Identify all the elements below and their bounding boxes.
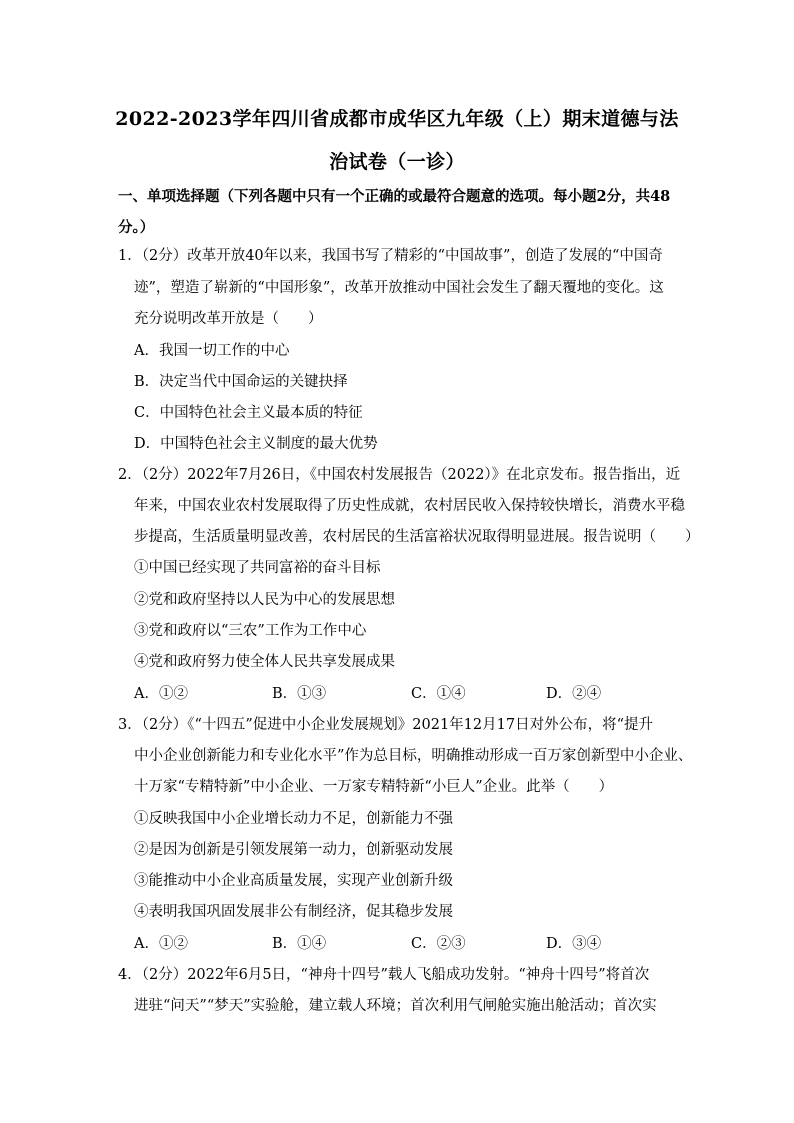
statement-item: ②是因为创新是引领发展第一动力，创新驱动发展 (134, 842, 453, 858)
answer-option: D．②④ (546, 686, 602, 702)
answer-option: C．②③ (411, 936, 466, 952)
answer-option: C．中国特色社会主义最本质的特征 (134, 405, 363, 421)
answer-option: A．①② (134, 686, 188, 702)
statement-item: ③能推动中小企业高质量发展，实现产业创新升级 (134, 873, 453, 889)
answer-option: B．①③ (272, 686, 327, 702)
question-stem-line: 迹”，塑造了崭新的“中国形象”，改革开放推动中国社会发生了翻天覆地的变化。这 (134, 280, 664, 296)
statement-item: ③党和政府以“三农”工作为工作中心 (134, 623, 367, 639)
question-stem-line: 中小企业创新能力和专业化水平”作为总目标，明确推动形成一百万家创新型中小企业、 (134, 748, 693, 764)
question-stem-line: 步提高，生活质量明显改善，农村居民的生活富裕状况取得明显进展。报告说明（ ） (134, 529, 700, 545)
answer-option: A．我国一切工作的中心 (134, 343, 290, 359)
answer-option: B．决定当代中国命运的关键抉择 (134, 374, 348, 390)
answer-option: B．①④ (272, 936, 327, 952)
answer-option: A．①② (134, 936, 188, 952)
document-title-line-1: 2022-2023学年四川省成都市成华区九年级（上）期末道德与法 (115, 108, 679, 130)
statement-item: ①反映我国中小企业增长动力不足，创新能力不强 (134, 811, 453, 827)
question-stem-line: 十万家“专精特新”中小企业、一万家专精特新“小巨人”企业。此举（ ） (134, 779, 614, 795)
document-title-line-2: 治试卷（一诊） (329, 151, 465, 173)
answer-option: C．①④ (411, 686, 466, 702)
statement-item: ②党和政府坚持以人民为中心的发展思想 (134, 592, 395, 608)
question-stem-line: 年来，中国农业农村发展取得了历史性成就，农村居民收入保持较快增长，消费水平稳 (134, 498, 685, 514)
statement-item: ④党和政府努力使全体人民共享发展成果 (134, 654, 395, 670)
question-stem-line: 4．（2分）2022年6月5日，“神舟十四号”载人飞船成功发射。“神舟十四号”将首次 (118, 967, 650, 983)
answer-option: D．中国特色社会主义制度的最大优势 (134, 436, 378, 452)
answer-option: D．③④ (546, 936, 602, 952)
section-heading: 一、单项选择题（下列各题中只有一个正确的或最符合题意的选项。每小题2分，共48分。） (118, 188, 671, 236)
question-stem-line: 进驻“问天”“梦天”实验舱，建立载人环境；首次利用气闸舱实施出舱活动；首次实 (134, 998, 657, 1014)
question-stem-line: 2．（2分）2022年7月26日，《中国农村发展报告（2022）》在北京发布。报告指出，近 (118, 467, 681, 483)
question-stem-line: 充分说明改革开放是（ ） (134, 311, 323, 327)
question-stem-line: 1．（2分）改革开放40年以来，我国书写了精彩的“中国故事”，创造了发展的“中国奇 (118, 248, 663, 264)
statement-item: ①中国已经实现了共同富裕的奋斗目标 (134, 560, 381, 576)
question-stem-line: 3．（2分）《“十四五”促进中小企业发展规划》2021年12月17日对外公布，将“提升 (118, 717, 653, 733)
statement-item: ④表明我国巩固发展非公有制经济，促其稳步发展 (134, 904, 453, 920)
